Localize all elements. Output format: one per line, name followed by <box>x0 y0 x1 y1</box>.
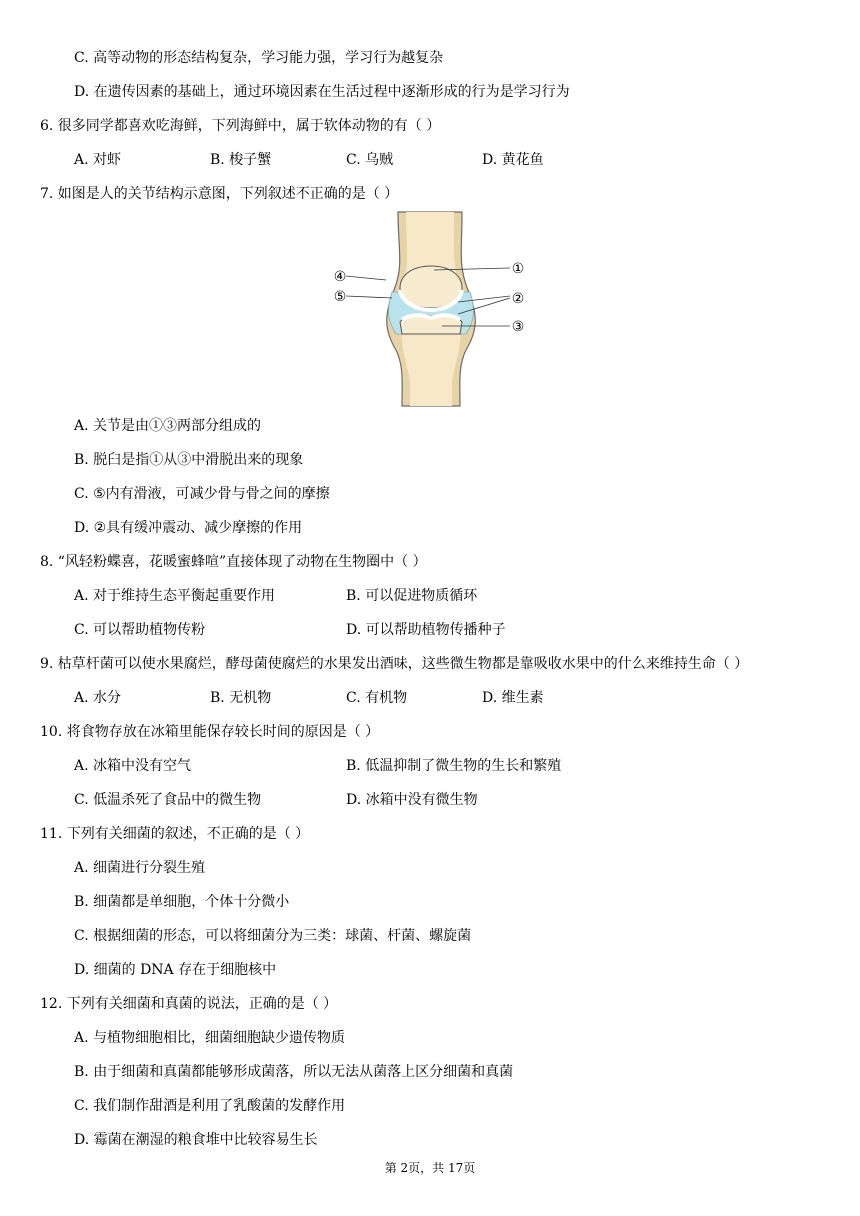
figure-label: ④ <box>333 269 347 285</box>
text-line: 12. 下列有关细菌和真菌的说法，正确的是（ ） <box>40 996 338 1012</box>
text-line: 9. 枯草杆菌可以使水果腐烂，酵母菌使腐烂的水果发出酒味，这些微生物都是靠吸收水果中的什么来维持生命（ ） <box>40 656 749 672</box>
text-line: C. 高等动物的形态结构复杂，学习能力强，学习行为越复杂 <box>74 50 444 66</box>
text-line: D. 在遗传因素的基础上，通过环境因素在生活过程中逐渐形成的行为是学习行为 <box>74 84 570 100</box>
text-line: 10. 将食物存放在冰箱里能保存较长时间的原因是（ ） <box>40 724 380 740</box>
text-line: A. 与植物细胞相比，细菌细胞缺少遗传物质 <box>74 1030 346 1046</box>
option-item: D. 冰箱中没有微生物 <box>346 792 478 808</box>
option-item: A. 水分 <box>74 690 122 706</box>
figure-label: ③ <box>511 319 525 335</box>
option-item: B. 梭子蟹 <box>210 152 272 168</box>
text-line: 11. 下列有关细菌的叙述，不正确的是（ ） <box>40 826 310 842</box>
option-item: B. 低温抑制了微生物的生长和繁殖 <box>346 758 562 774</box>
text-line: B. 细菌都是单细胞，个体十分微小 <box>74 894 290 910</box>
option-item: B. 可以促进物质循环 <box>346 588 478 604</box>
text-line: 6. 很多同学都喜欢吃海鲜，下列海鲜中，属于软体动物的有（ ） <box>40 118 441 134</box>
option-item: A. 对虾 <box>74 152 122 168</box>
page-footer: 第 2页，共 17页 <box>384 1161 476 1175</box>
option-item: A. 对于维持生态平衡起重要作用 <box>74 588 276 604</box>
figure-label: ① <box>511 261 525 277</box>
option-item: A. 冰箱中没有空气 <box>74 758 192 774</box>
leader-line <box>346 296 392 298</box>
option-item: C. 有机物 <box>346 690 408 706</box>
joint-structure-diagram <box>330 210 530 408</box>
text-line: A. 细菌进行分裂生殖 <box>74 860 206 876</box>
text-line: C. 根据细菌的形态，可以将细菌分为三类：球菌、杆菌、螺旋菌 <box>74 928 472 944</box>
option-item: D. 维生素 <box>482 690 544 706</box>
option-item: C. 低温杀死了食品中的微生物 <box>74 792 262 808</box>
text-line: C. 我们制作甜酒是利用了乳酸菌的发酵作用 <box>74 1098 346 1114</box>
option-item: C. 可以帮助植物传粉 <box>74 622 206 638</box>
option-item: C. 乌贼 <box>346 152 394 168</box>
option-item: D. 黄花鱼 <box>482 152 544 168</box>
figure-label: ② <box>511 291 525 307</box>
option-item: B. 无机物 <box>210 690 272 706</box>
text-line: C. ⑤内有滑液，可减少骨与骨之间的摩擦 <box>74 486 330 502</box>
figure-label: ⑤ <box>333 289 347 305</box>
text-line: A. 关节是由①③两部分组成的 <box>74 418 262 434</box>
text-line: B. 由于细菌和真菌都能够形成菌落，所以无法从菌落上区分细菌和真菌 <box>74 1064 514 1080</box>
option-item: D. 可以帮助植物传播种子 <box>346 622 506 638</box>
text-line: 7. 如图是人的关节结构示意图，下列叙述不正确的是（ ） <box>40 186 399 202</box>
text-line: D. ②具有缓冲震动、减少摩擦的作用 <box>74 520 303 536</box>
text-line: D. 霉菌在潮湿的粮食堆中比较容易生长 <box>74 1132 318 1148</box>
text-line: 8. “风轻粉蝶喜，花暖蜜蜂喧”直接体现了动物在生物圈中（ ） <box>40 554 427 570</box>
leader-line <box>346 276 386 280</box>
text-line: D. 细菌的 DNA 存在于细胞核中 <box>74 962 277 978</box>
text-line: B. 脱臼是指①从③中滑脱出来的现象 <box>74 452 304 468</box>
